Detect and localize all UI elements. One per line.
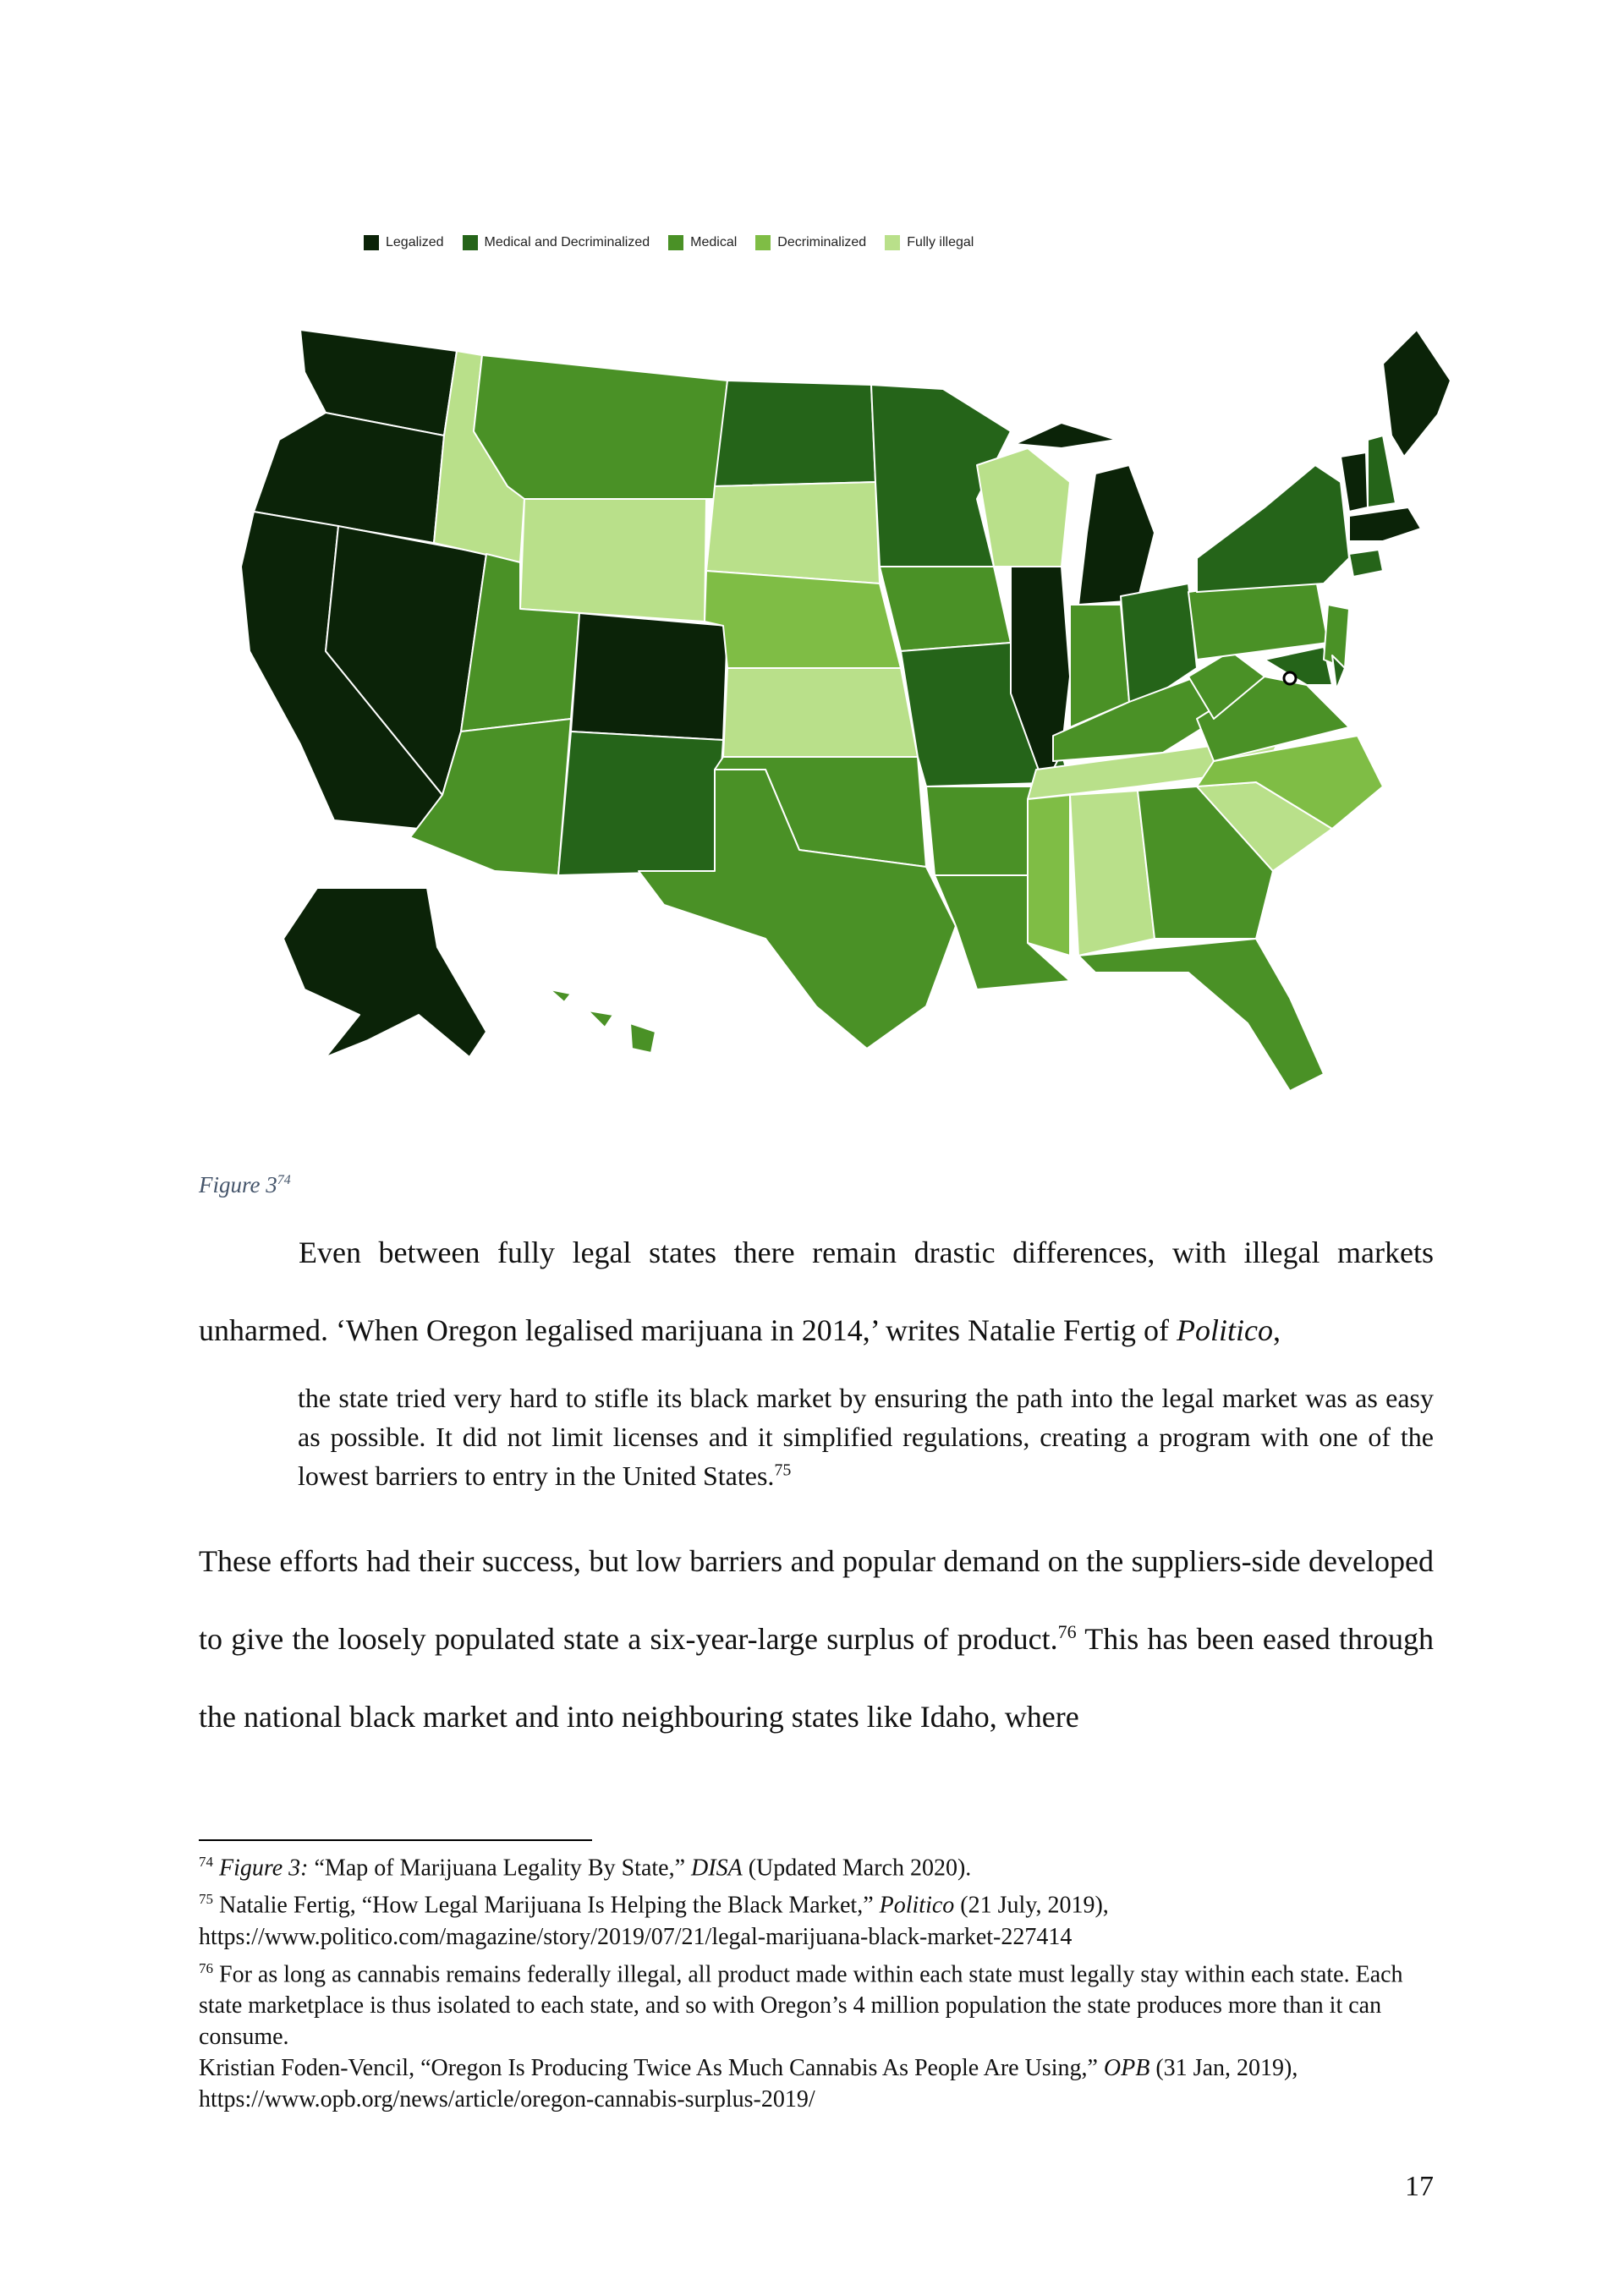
- footnote-number: 75: [199, 1891, 213, 1908]
- map-legend: [364, 233, 992, 253]
- legend-swatch: [668, 235, 683, 250]
- body-paragraph-1: [199, 1214, 1434, 1369]
- footnote-text: For as long as cannabis remains federally illegal, all product made within each state must legally stay within each state. Each state marketplace is thus isolated to each state, and so with Oregon’s 4 million population the state produces more than it can consume.: [199, 1960, 1403, 2050]
- footnote-76-citation: [199, 2052, 1434, 2115]
- legend-swatch: [755, 235, 771, 250]
- state-wisconsin: [977, 448, 1070, 567]
- state-new-hampshire: [1368, 436, 1396, 507]
- caption-text: Figure 3: [199, 1172, 277, 1197]
- legend-label: Medical and Decriminalized: [484, 235, 650, 249]
- us-cannabis-map: [216, 313, 1468, 1108]
- state-michigan: [1078, 465, 1155, 605]
- footnote-number: 76: [199, 1959, 213, 1976]
- footnote-75: [199, 1883, 1434, 1921]
- legend-item-legalized: [364, 235, 444, 250]
- state-nebraska: [705, 571, 901, 668]
- p1-italic: Politico: [1176, 1313, 1273, 1347]
- p2-text-b: This has been eased through the national black market and into neighbouring states like Idaho, where: [199, 1622, 1434, 1734]
- quote-text: the state tried very hard to stifle its black market by ensuring the path into the legal market was as easy as possible. It did not limit licenses and it simplified regulations, creating a program with one of the lowest barriers to entry in the United States.: [298, 1383, 1434, 1491]
- state-connecticut: [1349, 550, 1383, 577]
- state-michigan-up: [1015, 423, 1116, 448]
- legend-swatch: [885, 235, 900, 250]
- legend-swatch: [364, 235, 379, 250]
- state-iowa: [880, 567, 1011, 651]
- caption-footnote-ref: 74: [277, 1173, 291, 1187]
- legend-label: Medical: [690, 235, 738, 249]
- footnote-74: [199, 1846, 1434, 1883]
- legend-label: Legalized: [386, 235, 444, 249]
- dc-marker: [1284, 672, 1296, 684]
- state-south-dakota: [706, 482, 880, 584]
- state-montana: [474, 355, 727, 499]
- footnote-end: (Updated March 2020).: [742, 1855, 972, 1882]
- legend-item-medical: [668, 235, 737, 250]
- p1-end: ,: [1272, 1313, 1281, 1347]
- state-colorado: [571, 613, 727, 740]
- footnote-italic: Figure 3:: [219, 1855, 309, 1882]
- legend-swatch: [463, 235, 478, 250]
- state-massachusetts: [1349, 507, 1421, 541]
- footnote-source: DISA: [691, 1855, 743, 1882]
- footnote-end: (31 Jan, 2019), https://www.opb.org/news/article/oregon-cannabis-surplus-2019/: [199, 2054, 1298, 2112]
- body-paragraph-2: [199, 1522, 1434, 1756]
- p2-footnote-ref: 76: [1057, 1621, 1077, 1642]
- legend-item-fully-illegal: [885, 235, 974, 250]
- state-new-mexico: [558, 732, 723, 875]
- page-number: 17: [1405, 2171, 1434, 2202]
- state-maine: [1383, 330, 1451, 457]
- footnote-75-url[interactable]: https://www.politico.com/magazine/story/2019/07/21/legal-marijuana-black-market-227414: [199, 1923, 1073, 1950]
- footnote-source: OPB: [1103, 2054, 1150, 2081]
- state-new-york: [1197, 465, 1349, 592]
- p1-text: Even between fully legal states there remain drastic differences, with illegal markets unharmed. ‘When Oregon legalised marijuana in 2014,’ writes Natalie Fertig of: [199, 1236, 1434, 1347]
- state-kansas: [723, 668, 918, 757]
- legend-label: Fully illegal: [907, 235, 974, 249]
- legend-label: Decriminalized: [777, 235, 867, 249]
- state-wyoming: [520, 499, 706, 622]
- footnote-end: (21 July, 2019),: [954, 1892, 1109, 1919]
- legend-item-medical-decriminalized: [463, 235, 650, 250]
- footnote-source: Politico: [879, 1892, 955, 1919]
- footnote-text: Natalie Fertig, “How Legal Marijuana Is Helping the Black Market,”: [213, 1892, 880, 1919]
- quote-footnote-ref: 75: [774, 1460, 792, 1480]
- footnote-number: 74: [199, 1854, 213, 1870]
- state-vermont: [1341, 452, 1368, 512]
- footnotes: [199, 1846, 1434, 2115]
- state-north-dakota: [715, 381, 875, 486]
- state-hawaii: [550, 989, 656, 1053]
- footnote-76: [199, 1953, 1434, 2052]
- p2-text-a: These efforts had their success, but low barriers and popular demand on the suppliers-side developed to give the loosely populated state a six-year-large surplus of product.: [199, 1544, 1434, 1656]
- state-mississippi: [1028, 795, 1070, 956]
- footnote-text: Kristian Foden-Vencil, “Oregon Is Producing Twice As Much Cannabis As People Are Using,”: [199, 2054, 1104, 2081]
- footnote-divider: [199, 1839, 592, 1841]
- footnote-text: “Map of Marijuana Legality By State,”: [308, 1855, 692, 1882]
- state-alaska: [283, 888, 486, 1057]
- legend-item-decriminalized: [755, 235, 866, 250]
- block-quote: [298, 1378, 1434, 1495]
- state-florida: [1078, 939, 1324, 1091]
- figure-caption: [199, 1172, 291, 1198]
